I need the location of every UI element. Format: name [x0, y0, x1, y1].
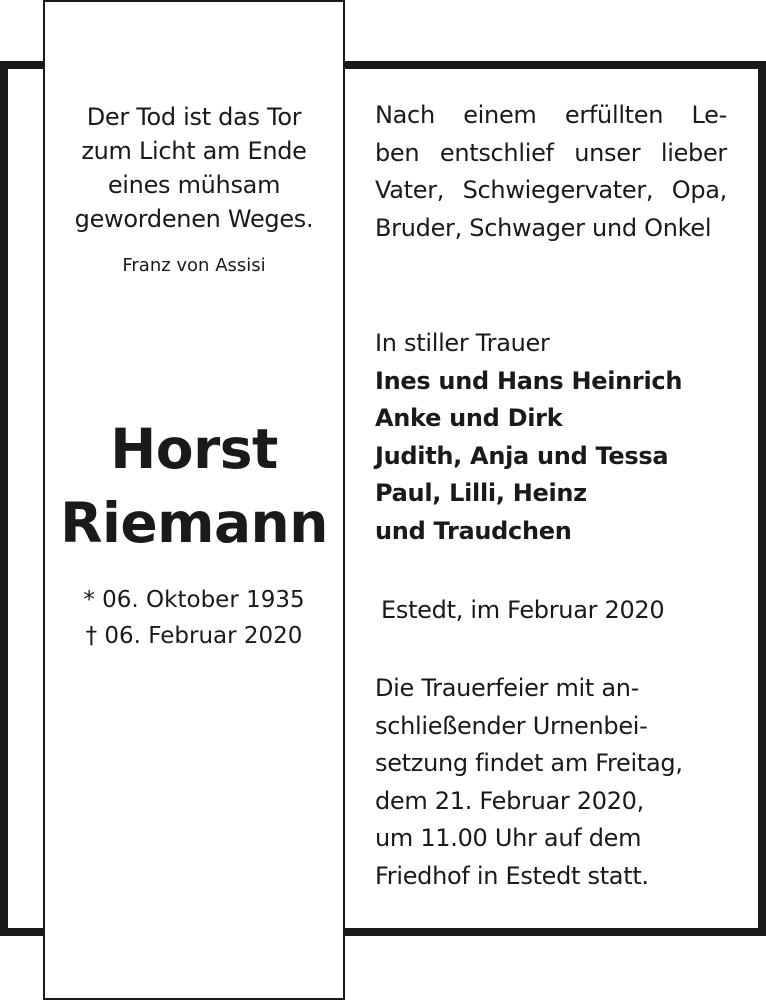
mourner-name: Anke und Dirk — [375, 404, 563, 432]
quote-line: zum Licht am Ende — [81, 137, 307, 165]
funeral-line: Friedhof in Estedt statt. — [375, 861, 649, 890]
place-date: Estedt, im Februar 2020 — [381, 596, 665, 624]
birth-date: * 06. Oktober 1935 — [83, 587, 305, 613]
deceased-name — [45, 412, 343, 560]
announcement-text — [375, 97, 727, 247]
funeral-info — [375, 670, 727, 895]
last-name: Riemann — [60, 491, 328, 555]
announcement-line: ben entschlief unser lieber — [375, 138, 727, 167]
mourner-name: Paul, Lilli, Heinz — [375, 479, 587, 507]
funeral-line: dem 21. Februar 2020, — [375, 786, 644, 815]
first-name: Horst — [110, 417, 278, 481]
death-date: † 06. Februar 2020 — [85, 623, 303, 649]
mourners-intro: In stiller Trauer — [375, 329, 550, 357]
quote-line: eines mühsam — [107, 171, 281, 199]
funeral-line: setzung findet am Freitag, — [375, 749, 683, 777]
mourner-name: und Traudchen — [375, 516, 572, 545]
mourner-name: Ines und Hans Heinrich — [375, 366, 683, 395]
announcement-line: Vater, Schwiegervater, Opa, — [375, 176, 727, 204]
funeral-line: schließender Urnenbei- — [375, 711, 648, 740]
announcement-line: Nach einem erfüllten Le- — [375, 101, 727, 129]
quote-author: Franz von Assisi — [122, 255, 266, 276]
funeral-line: Die Trauerfeier mit an- — [375, 674, 640, 702]
left-panel — [43, 0, 345, 1000]
life-dates — [45, 582, 343, 654]
mourner-name: Judith, Anja und Tessa — [375, 441, 669, 470]
quote-line: gewordenen Weges. — [74, 205, 314, 233]
quote — [45, 100, 343, 236]
announcement-line: Bruder, Schwager und Onkel — [375, 213, 712, 242]
quote-line: Der Tod ist das Tor — [86, 103, 302, 131]
funeral-line: um 11.00 Uhr auf dem — [375, 824, 642, 852]
mourners-block — [375, 325, 727, 550]
